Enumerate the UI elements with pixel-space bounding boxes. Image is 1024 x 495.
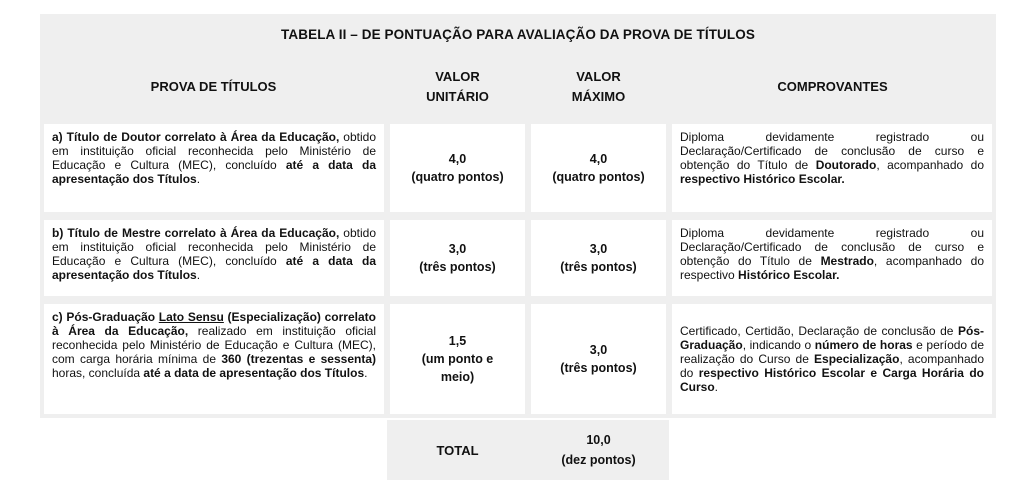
- max-value-cell: [531, 220, 666, 296]
- total-value: 10,0: [586, 433, 611, 447]
- comp-text: , acompanhado do: [876, 158, 984, 172]
- header-valor-maximo-line1: VALOR: [576, 69, 621, 84]
- comp-text: , indicando o: [742, 338, 815, 352]
- table-row: [40, 120, 996, 216]
- titulo-text: .: [196, 268, 201, 282]
- comp-bold: Pós-Graduação: [680, 324, 984, 352]
- comp-bold: respectivo Histórico Escolar e Carga Horária do Curso: [680, 366, 984, 394]
- comp-text: Certificado, Certidão, Declaração de conclusão de: [680, 324, 958, 338]
- comp-bold: Histórico Escolar.: [738, 268, 840, 282]
- max-value: 4,0: [589, 152, 608, 166]
- header-prova-titulos: PROVA DE TÍTULOS: [150, 79, 277, 94]
- max-value-text: (quatro pontos): [552, 170, 645, 184]
- comp-text: Diploma devidamente registrado ou Declaração/Certificado de conclusão de curso e obtenção do Título de: [680, 130, 984, 172]
- comp-text: Diploma devidamente registrado ou Declaração/Certificado de conclusão de curso e obtenção do Título de: [680, 226, 984, 268]
- max-value: 3,0: [589, 242, 608, 256]
- unit-value: 3,0: [448, 242, 467, 256]
- table-row: [40, 216, 996, 300]
- total-spacer: [669, 420, 996, 480]
- titulo-cell: [44, 220, 384, 296]
- total-row: [40, 420, 996, 480]
- scoring-table: [40, 14, 996, 480]
- titulo-bold: (Especialização) correlato à Área da Educação,: [52, 310, 376, 338]
- comprovantes-cell: [672, 220, 992, 296]
- titulo-cell: [44, 124, 384, 212]
- comprovantes-cell: [672, 304, 992, 414]
- titulo-bold: até a data da apresentação dos Títulos: [52, 254, 376, 282]
- comprovantes-cell: [672, 124, 992, 212]
- titulo-cell: [44, 304, 384, 414]
- header-valor-unitario-line2: UNITÁRIO: [426, 89, 489, 104]
- max-value-cell: [531, 124, 666, 212]
- unit-value: 4,0: [448, 152, 467, 166]
- unit-value: 1,5: [448, 334, 467, 348]
- comp-bold: Mestrado: [820, 254, 874, 268]
- titulo-bold-underlined: Lato Sensu: [158, 310, 224, 324]
- total-value-cell: [528, 420, 669, 480]
- total-spacer: [40, 420, 387, 480]
- unit-value-cell: [390, 304, 525, 414]
- comp-bold: Doutorado: [815, 158, 877, 172]
- table-title: TABELA II – DE PONTUAÇÃO PARA AVALIAÇÃO DA PROVA DE TÍTULOS: [40, 14, 996, 54]
- max-value: 3,0: [589, 343, 608, 357]
- comp-text: , acompanhado do: [680, 352, 984, 380]
- titulo-bold: até a data de apresentação dos Títulos: [143, 366, 365, 380]
- comp-text: , acompanhado do respectivo: [680, 254, 984, 282]
- unit-value-text: (três pontos): [419, 260, 496, 274]
- titulo-bold: a) Título de Doutor correlato à Área da Educação,: [52, 130, 340, 144]
- unit-value-cell: [390, 220, 525, 296]
- titulo-bold: c) Pós-Graduação: [52, 310, 159, 324]
- header-valor-maximo-line2: MÁXIMO: [571, 89, 626, 104]
- header-valor-maximo: [528, 54, 669, 120]
- titulo-text: .: [196, 172, 201, 186]
- header-valor-unitario: [387, 54, 528, 120]
- max-value-text: (três pontos): [560, 260, 637, 274]
- titulo-bold: 360 (trezentas e sessenta): [221, 352, 376, 366]
- comp-bold: número de horas: [814, 338, 913, 352]
- comp-bold: respectivo Histórico Escolar.: [680, 172, 845, 186]
- table-row: [40, 300, 996, 418]
- titulo-text: .: [364, 366, 368, 380]
- unit-value-cell: [390, 124, 525, 212]
- titulo-bold: b) Título de Mestre correlato à Área da Educação,: [52, 226, 340, 240]
- header-comprovantes: COMPROVANTES: [777, 79, 888, 94]
- comp-bold: Especialização: [814, 352, 900, 366]
- table-header-row: [40, 54, 996, 120]
- header-valor-unitario-line1: VALOR: [435, 69, 480, 84]
- titulo-text: horas, concluída: [52, 366, 144, 380]
- titulo-text: realizado em instituição oficial reconhecida pelo Ministério de Educação e Cultura (MEC), com carga horária mínima de: [52, 324, 376, 366]
- comp-text: e período de realização do Curso de: [680, 338, 984, 366]
- max-value-cell: [531, 304, 666, 414]
- titulo-text: obtido em instituição oficial reconhecida pelo Ministério de Educação e Cultura (MEC), concluído: [52, 130, 376, 172]
- unit-value-text: (um ponto e meio): [421, 352, 494, 384]
- titulo-bold: até a data da apresentação dos Títulos: [52, 158, 376, 186]
- comp-text: .: [714, 380, 719, 394]
- total-label: TOTAL: [387, 420, 528, 480]
- unit-value-text: (quatro pontos): [411, 170, 504, 184]
- titulo-text: obtido em instituição oficial reconhecida pelo Ministério de Educação e Cultura (MEC), concluído: [52, 226, 376, 268]
- max-value-text: (três pontos): [560, 361, 637, 375]
- total-value-text: (dez pontos): [561, 453, 636, 467]
